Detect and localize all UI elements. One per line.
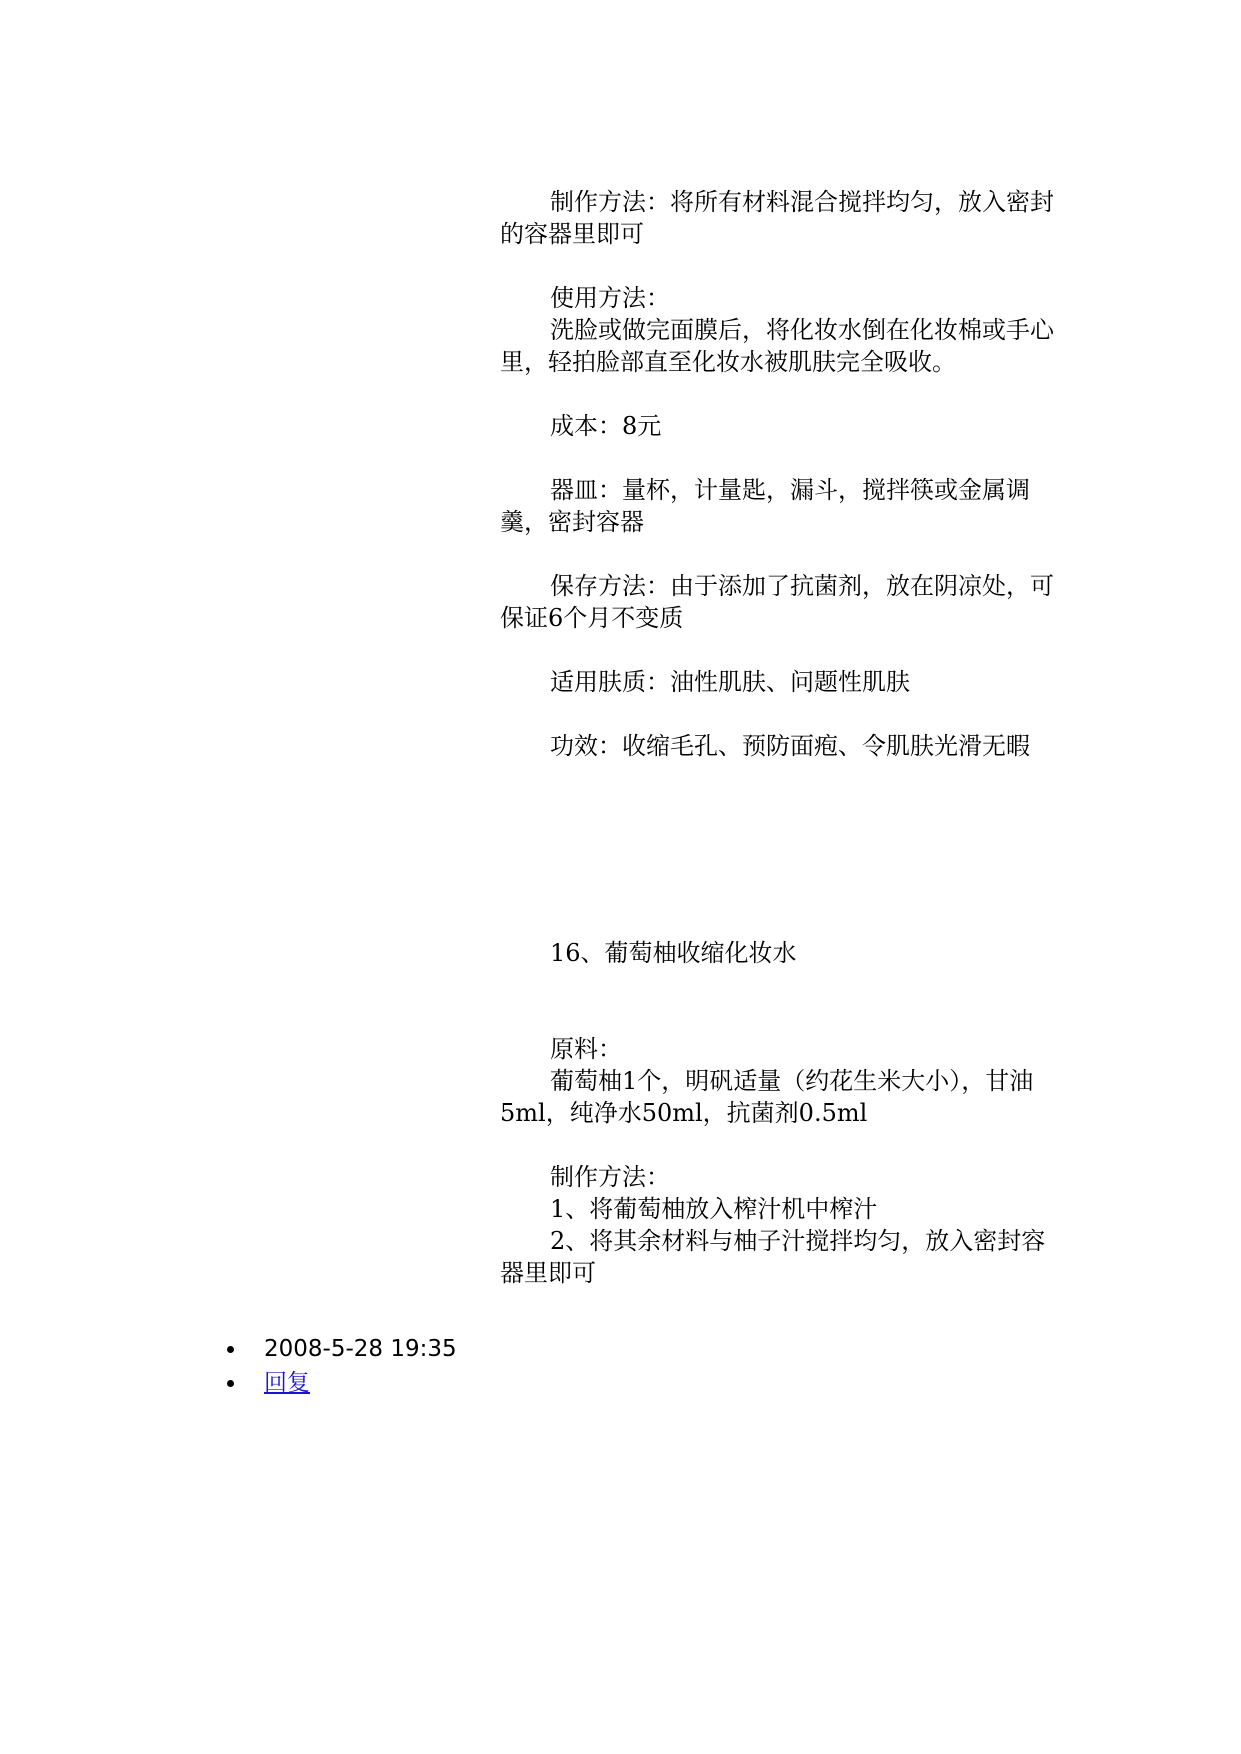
recipe-title: 16、葡萄柚收缩化妆水: [550, 939, 797, 967]
timestamp-item: [222, 1332, 457, 1366]
post-meta-list: [222, 1332, 457, 1400]
bullet-icon: [227, 1346, 234, 1353]
bullet-icon: [227, 1380, 234, 1387]
skin-type-line: 适用肤质：油性肌肤、问题性肌肤: [550, 668, 910, 696]
method-2-heading: 制作方法：: [550, 1163, 670, 1191]
article-body: [500, 186, 1060, 1289]
utensils-paragraph: 器皿：量杯，计量匙，漏斗，搅拌筷或金属调羹，密封容器: [500, 476, 1030, 536]
usage-heading: 使用方法：: [550, 284, 670, 312]
ingredients-paragraph: 葡萄柚1个，明矾适量（约花生米大小），甘油5ml，纯净水50ml，抗菌剂0.5ml: [500, 1067, 1034, 1127]
ingredients-heading: 原料：: [550, 1035, 622, 1063]
effect-line: 功效：收缩毛孔、预防面疱、令肌肤光滑无暇: [550, 732, 1030, 760]
method-2-step-1: 1、将葡萄柚放入榨汁机中榨汁: [550, 1195, 878, 1223]
reply-link[interactable]: 回复: [264, 1370, 310, 1396]
post-timestamp: 2008-5-28 19:35: [264, 1336, 457, 1362]
reply-item: [222, 1366, 457, 1400]
usage-paragraph: 洗脸或做完面膜后，将化妆水倒在化妆棉或手心里，轻拍脸部直至化妆水被肌肤完全吸收。: [500, 316, 1054, 376]
cost-line: 成本：8元: [550, 412, 662, 440]
method-2-step-2: 2、将其余材料与柚子汁搅拌均匀，放入密封容器里即可: [500, 1227, 1046, 1287]
method-paragraph: 制作方法：将所有材料混合搅拌均匀，放入密封的容器里即可: [500, 188, 1054, 248]
storage-paragraph: 保存方法：由于添加了抗菌剂，放在阴凉处，可保证6个月不变质: [500, 572, 1054, 632]
